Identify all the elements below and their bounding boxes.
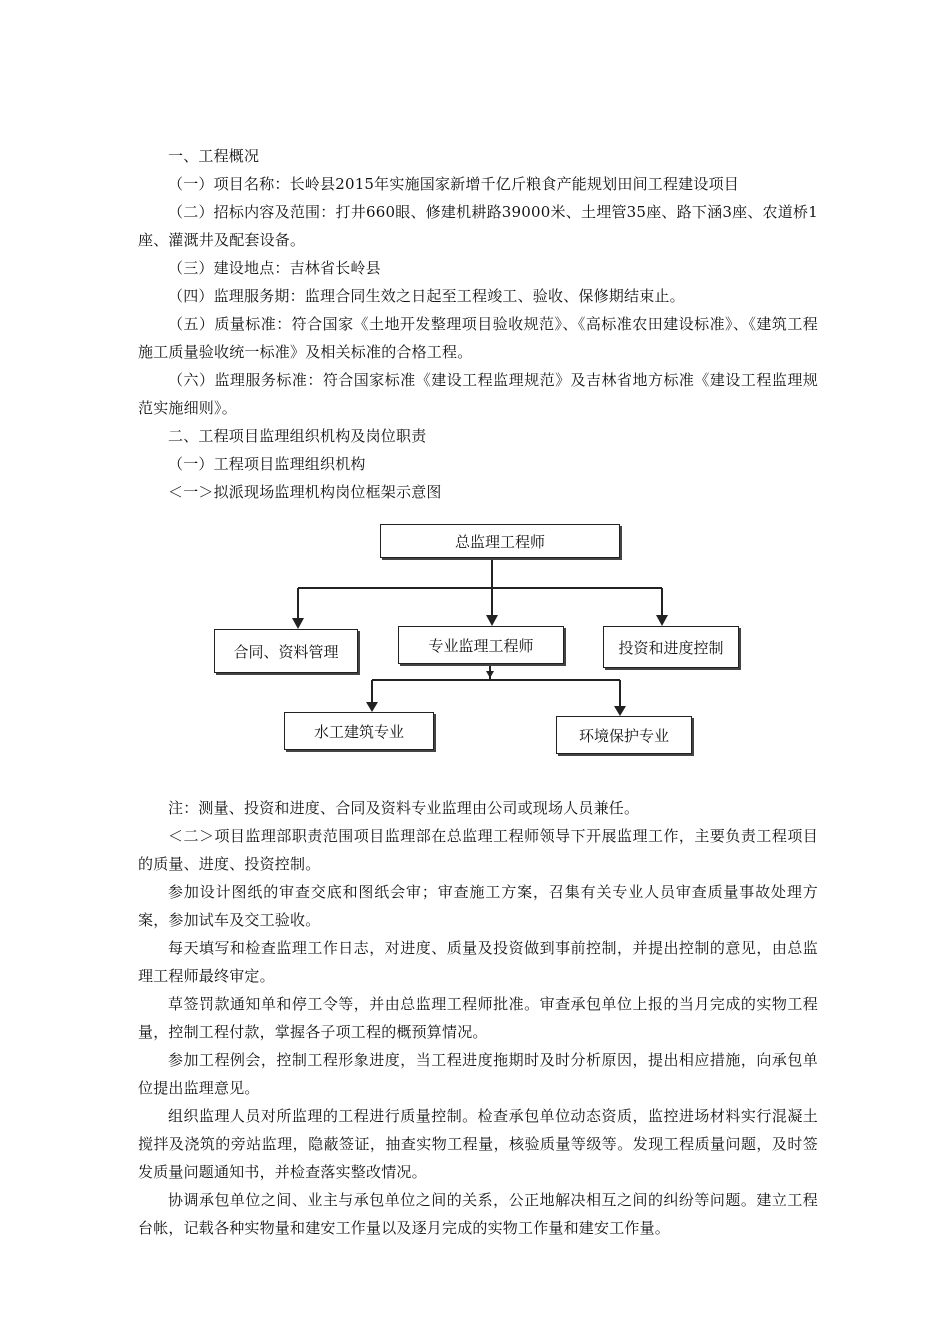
- paragraph: 参加设计图纸的审查交底和图纸会审；审查施工方案，召集有关专业人员审查质量事故处理方案，参加试车及交工验收。: [138, 883, 818, 929]
- paragraph: 每天填写和检查监理工作日志，对进度、质量及投资做到事前控制，并提出控制的意见，由总监理工程师最终审定。: [138, 939, 818, 985]
- paragraph: （三）建设地点：吉林省长岭县: [168, 259, 381, 277]
- chief-engineer-box: 总监理工程师: [380, 524, 620, 558]
- note-paragraph: 注：测量、投资和进度、合同及资料专业监理由公司或现场人员兼任。: [168, 799, 640, 817]
- subsection-heading: （一）工程项目监理组织机构: [168, 455, 366, 473]
- section-heading: 一、工程概况: [168, 147, 260, 165]
- paragraph: 协调承包单位之间、业主与承包单位之间的关系，公正地解决相互之间的纠纷等问题。建立工程台帐，记载各种实物量和建安工作量以及逐月完成的实物工作量和建安工作量。: [138, 1191, 818, 1237]
- section-duties: [138, 794, 818, 1242]
- paragraph: （一）项目名称：长岭县2015年实施国家新增千亿斤粮食产能规划田间工程建设项目: [168, 175, 739, 193]
- hydraulic-construction-box: 水工建筑专业: [284, 712, 434, 750]
- paragraph: ＜二＞项目监理部职责范围项目监理部在总监理工程师领导下开展监理工作，主要负责工程项目的质量、进度、投资控制。: [138, 827, 818, 873]
- paragraph: 组织监理人员对所监理的工程进行质量控制。检查承包单位动态资质，监控进场材料实行混凝土搅拌及浇筑的旁站监理，隐蔽签证，抽查实物工程量，核验质量等级等。发现工程质量问题，及时签发质量问题通知书，并检查落实整改情况。: [138, 1107, 818, 1181]
- investment-schedule-box: 投资和进度控制: [603, 626, 739, 668]
- specialist-engineer-box: 专业监理工程师: [398, 626, 564, 664]
- paragraph: 参加工程例会，控制工程形象进度，当工程进度拖期时及时分析原因，提出相应措施，向承包单位提出监理意见。: [138, 1051, 818, 1097]
- paragraph: （六）监理服务标准：符合国家标准《建设工程监理规范》及吉林省地方标准《建设工程监理规范实施细则》。: [138, 371, 818, 417]
- section-heading: 二、工程项目监理组织机构及岗位职责: [168, 427, 427, 445]
- chart-caption: ＜一＞拟派现场监理机构岗位框架示意图: [168, 483, 442, 501]
- org-chart: [200, 520, 760, 760]
- paragraph: 草签罚款通知单和停工令等，并由总监理工程师批准。审查承包单位上报的当月完成的实物工程量，控制工程付款，掌握各子项工程的概预算情况。: [138, 995, 818, 1041]
- paragraph: （二）招标内容及范围：打井660眼、修建机耕路39000米、土埋管35座、路下涵3座、农道桥1座、灌溉井及配套设备。: [138, 203, 818, 249]
- paragraph: （四）监理服务期：监理合同生效之日起至工程竣工、验收、保修期结束止。: [168, 287, 685, 305]
- environmental-protection-box: 环境保护专业: [556, 716, 692, 754]
- paragraph: （五）质量标准：符合国家《土地开发整理项目验收规范》、《高标准农田建设标准》、《建筑工程施工质量验收统一标准》及相关标准的合格工程。: [138, 315, 818, 361]
- section-overview: [138, 142, 818, 506]
- contract-records-box: 合同、资料管理: [214, 629, 358, 673]
